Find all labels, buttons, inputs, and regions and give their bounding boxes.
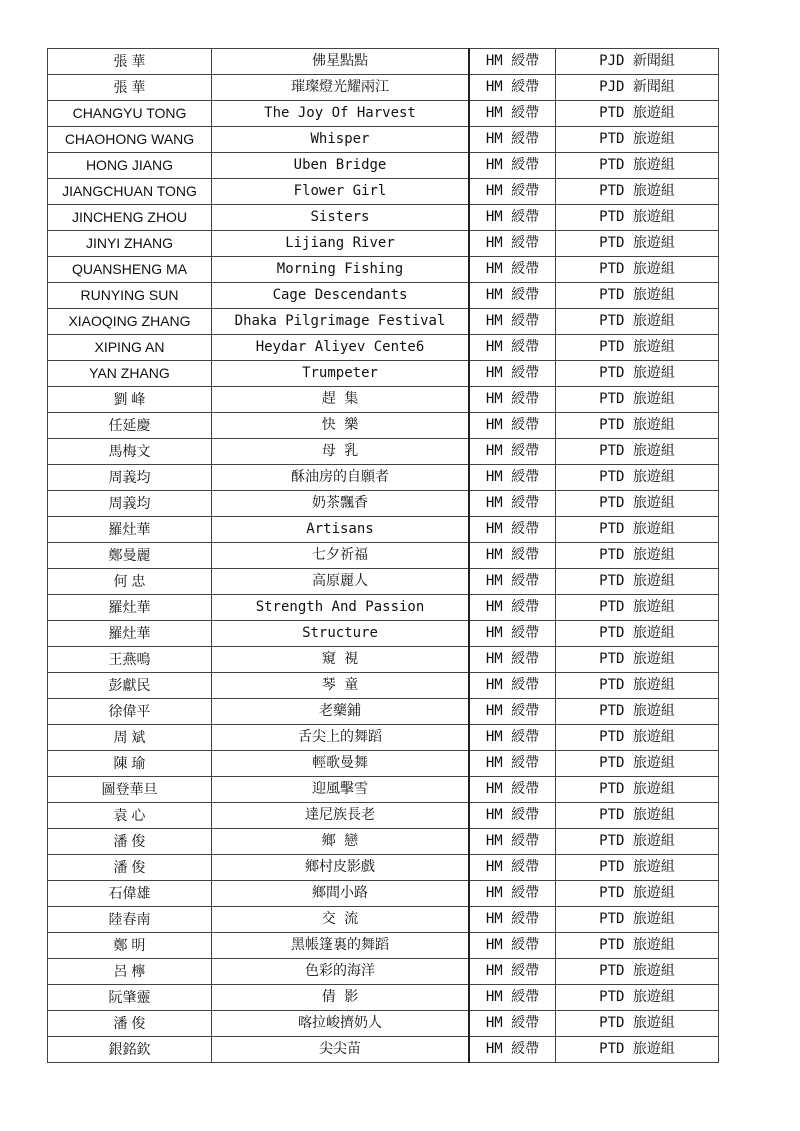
award-cell: HM 綬帶: [469, 907, 556, 933]
title-cell: 母 乳: [212, 439, 470, 465]
award-cell: HM 綬帶: [469, 179, 556, 205]
award-cell: HM 綬帶: [469, 49, 556, 75]
group-cell: PJD 新聞組: [556, 75, 719, 101]
award-cell: HM 綬帶: [469, 543, 556, 569]
table-row: [48, 543, 719, 569]
award-cell: HM 綬帶: [469, 205, 556, 231]
award-cell: HM 綬帶: [469, 335, 556, 361]
title-cell: 窺 視: [212, 647, 470, 673]
author-cell: 羅灶華: [48, 595, 212, 621]
group-cell: PTD 旅遊組: [556, 127, 719, 153]
table-row: [48, 335, 719, 361]
award-cell: HM 綬帶: [469, 413, 556, 439]
title-cell: Lijiang River: [212, 231, 470, 257]
award-cell: HM 綬帶: [469, 829, 556, 855]
table-row: [48, 205, 719, 231]
award-cell: HM 綬帶: [469, 959, 556, 985]
award-cell: HM 綬帶: [469, 517, 556, 543]
author-cell: CHAOHONG WANG: [48, 127, 212, 153]
group-cell: PTD 旅遊組: [556, 257, 719, 283]
author-cell: 阮肇靈: [48, 985, 212, 1011]
table-row: [48, 309, 719, 335]
author-cell: 彭獻民: [48, 673, 212, 699]
table-row: [48, 725, 719, 751]
results-table: [47, 48, 719, 1063]
award-cell: HM 綬帶: [469, 1011, 556, 1037]
table-row: [48, 439, 719, 465]
title-cell: Artisans: [212, 517, 470, 543]
award-cell: HM 綬帶: [469, 569, 556, 595]
table-row: [48, 595, 719, 621]
table-row: [48, 413, 719, 439]
title-cell: 佛星點點: [212, 49, 470, 75]
table-row: [48, 777, 719, 803]
title-cell: 老藥鋪: [212, 699, 470, 725]
table-row: [48, 49, 719, 75]
author-cell: 銀銘欽: [48, 1037, 212, 1063]
award-cell: HM 綬帶: [469, 361, 556, 387]
group-cell: PTD 旅遊組: [556, 153, 719, 179]
results-table-body: [48, 49, 719, 1063]
title-cell: Structure: [212, 621, 470, 647]
award-cell: HM 綬帶: [469, 933, 556, 959]
title-cell: Dhaka Pilgrimage Festival: [212, 309, 470, 335]
table-row: [48, 985, 719, 1011]
group-cell: PTD 旅遊組: [556, 933, 719, 959]
group-cell: PTD 旅遊組: [556, 985, 719, 1011]
title-cell: 琴 童: [212, 673, 470, 699]
author-cell: 何 忠: [48, 569, 212, 595]
group-cell: PTD 旅遊組: [556, 777, 719, 803]
author-cell: 王燕鳴: [48, 647, 212, 673]
author-cell: 袁 心: [48, 803, 212, 829]
title-cell: 鄉 戀: [212, 829, 470, 855]
author-cell: 羅灶華: [48, 621, 212, 647]
title-cell: Heydar Aliyev Cente6: [212, 335, 470, 361]
award-cell: HM 綬帶: [469, 985, 556, 1011]
title-cell: 交 流: [212, 907, 470, 933]
author-cell: 圖登華旦: [48, 777, 212, 803]
award-cell: HM 綬帶: [469, 387, 556, 413]
award-cell: HM 綬帶: [469, 101, 556, 127]
table-row: [48, 75, 719, 101]
title-cell: 快 樂: [212, 413, 470, 439]
author-cell: JINYI ZHANG: [48, 231, 212, 257]
author-cell: YAN ZHANG: [48, 361, 212, 387]
table-row: [48, 959, 719, 985]
table-row: [48, 647, 719, 673]
award-cell: HM 綬帶: [469, 231, 556, 257]
award-cell: HM 綬帶: [469, 777, 556, 803]
group-cell: PTD 旅遊組: [556, 413, 719, 439]
title-cell: 高原麗人: [212, 569, 470, 595]
table-row: [48, 101, 719, 127]
title-cell: 奶茶飄香: [212, 491, 470, 517]
author-cell: XIPING AN: [48, 335, 212, 361]
table-row: [48, 517, 719, 543]
table-row: [48, 465, 719, 491]
author-cell: 潘 俊: [48, 829, 212, 855]
author-cell: HONG JIANG: [48, 153, 212, 179]
author-cell: 羅灶華: [48, 517, 212, 543]
author-cell: 鄭 明: [48, 933, 212, 959]
table-row: [48, 933, 719, 959]
group-cell: PTD 旅遊組: [556, 387, 719, 413]
group-cell: PTD 旅遊組: [556, 179, 719, 205]
group-cell: PTD 旅遊組: [556, 803, 719, 829]
award-cell: HM 綬帶: [469, 1037, 556, 1063]
table-row: [48, 153, 719, 179]
group-cell: PTD 旅遊組: [556, 907, 719, 933]
award-cell: HM 綬帶: [469, 803, 556, 829]
title-cell: Trumpeter: [212, 361, 470, 387]
author-cell: 任延慶: [48, 413, 212, 439]
title-cell: 璀璨燈光耀兩江: [212, 75, 470, 101]
group-cell: PTD 旅遊組: [556, 517, 719, 543]
author-cell: CHANGYU TONG: [48, 101, 212, 127]
author-cell: 潘 俊: [48, 1011, 212, 1037]
table-row: [48, 387, 719, 413]
title-cell: 趕 集: [212, 387, 470, 413]
title-cell: 達尼族長老: [212, 803, 470, 829]
award-cell: HM 綬帶: [469, 699, 556, 725]
group-cell: PTD 旅遊組: [556, 205, 719, 231]
group-cell: PTD 旅遊組: [556, 335, 719, 361]
author-cell: JINCHENG ZHOU: [48, 205, 212, 231]
title-cell: Strength And Passion: [212, 595, 470, 621]
table-row: [48, 179, 719, 205]
author-cell: 徐偉平: [48, 699, 212, 725]
table-row: [48, 829, 719, 855]
table-row: [48, 127, 719, 153]
award-cell: HM 綬帶: [469, 153, 556, 179]
title-cell: Whisper: [212, 127, 470, 153]
award-cell: HM 綬帶: [469, 491, 556, 517]
award-cell: HM 綬帶: [469, 881, 556, 907]
author-cell: 陸春南: [48, 907, 212, 933]
award-cell: HM 綬帶: [469, 595, 556, 621]
title-cell: 尖尖苗: [212, 1037, 470, 1063]
group-cell: PTD 旅遊組: [556, 309, 719, 335]
group-cell: PTD 旅遊組: [556, 569, 719, 595]
group-cell: PTD 旅遊組: [556, 1037, 719, 1063]
group-cell: PTD 旅遊組: [556, 881, 719, 907]
group-cell: PTD 旅遊組: [556, 361, 719, 387]
author-cell: 鄭曼麗: [48, 543, 212, 569]
title-cell: Cage Descendants: [212, 283, 470, 309]
award-cell: HM 綬帶: [469, 257, 556, 283]
author-cell: 石偉雄: [48, 881, 212, 907]
author-cell: QUANSHENG MA: [48, 257, 212, 283]
title-cell: 酥油房的自願者: [212, 465, 470, 491]
author-cell: 陳 瑜: [48, 751, 212, 777]
group-cell: PTD 旅遊組: [556, 621, 719, 647]
award-cell: HM 綬帶: [469, 309, 556, 335]
author-cell: 劉 峰: [48, 387, 212, 413]
award-cell: HM 綬帶: [469, 75, 556, 101]
table-row: [48, 621, 719, 647]
award-cell: HM 綬帶: [469, 621, 556, 647]
award-cell: HM 綬帶: [469, 465, 556, 491]
award-cell: HM 綬帶: [469, 855, 556, 881]
group-cell: PTD 旅遊組: [556, 439, 719, 465]
author-cell: RUNYING SUN: [48, 283, 212, 309]
table-row: [48, 673, 719, 699]
table-row: [48, 881, 719, 907]
table-row: [48, 1011, 719, 1037]
author-cell: XIAOQING ZHANG: [48, 309, 212, 335]
award-cell: HM 綬帶: [469, 673, 556, 699]
group-cell: PJD 新聞組: [556, 49, 719, 75]
award-cell: HM 綬帶: [469, 725, 556, 751]
title-cell: Uben Bridge: [212, 153, 470, 179]
group-cell: PTD 旅遊組: [556, 673, 719, 699]
table-row: [48, 751, 719, 777]
title-cell: Flower Girl: [212, 179, 470, 205]
title-cell: The Joy Of Harvest: [212, 101, 470, 127]
title-cell: 鄉村皮影戲: [212, 855, 470, 881]
group-cell: PTD 旅遊組: [556, 855, 719, 881]
award-cell: HM 綬帶: [469, 439, 556, 465]
table-row: [48, 231, 719, 257]
title-cell: 倩 影: [212, 985, 470, 1011]
table-row: [48, 1037, 719, 1063]
table-row: [48, 699, 719, 725]
title-cell: 輕歌曼舞: [212, 751, 470, 777]
title-cell: 喀拉峻擠奶人: [212, 1011, 470, 1037]
author-cell: 周 斌: [48, 725, 212, 751]
author-cell: 潘 俊: [48, 855, 212, 881]
group-cell: PTD 旅遊組: [556, 283, 719, 309]
group-cell: PTD 旅遊組: [556, 647, 719, 673]
author-cell: 周義均: [48, 465, 212, 491]
group-cell: PTD 旅遊組: [556, 543, 719, 569]
author-cell: 張 華: [48, 49, 212, 75]
author-cell: JIANGCHUAN TONG: [48, 179, 212, 205]
group-cell: PTD 旅遊組: [556, 231, 719, 257]
group-cell: PTD 旅遊組: [556, 725, 719, 751]
table-row: [48, 855, 719, 881]
title-cell: 色彩的海洋: [212, 959, 470, 985]
table-row: [48, 491, 719, 517]
author-cell: 馬梅文: [48, 439, 212, 465]
table-row: [48, 283, 719, 309]
author-cell: 呂 檸: [48, 959, 212, 985]
group-cell: PTD 旅遊組: [556, 959, 719, 985]
author-cell: 周義均: [48, 491, 212, 517]
group-cell: PTD 旅遊組: [556, 699, 719, 725]
award-cell: HM 綬帶: [469, 647, 556, 673]
table-row: [48, 361, 719, 387]
award-cell: HM 綬帶: [469, 283, 556, 309]
award-cell: HM 綬帶: [469, 751, 556, 777]
title-cell: Morning Fishing: [212, 257, 470, 283]
group-cell: PTD 旅遊組: [556, 751, 719, 777]
title-cell: 舌尖上的舞蹈: [212, 725, 470, 751]
title-cell: Sisters: [212, 205, 470, 231]
group-cell: PTD 旅遊組: [556, 829, 719, 855]
table-row: [48, 907, 719, 933]
title-cell: 迎風擊雪: [212, 777, 470, 803]
title-cell: 七夕祈福: [212, 543, 470, 569]
title-cell: 鄉間小路: [212, 881, 470, 907]
group-cell: PTD 旅遊組: [556, 491, 719, 517]
group-cell: PTD 旅遊組: [556, 595, 719, 621]
title-cell: 黑帳篷裏的舞蹈: [212, 933, 470, 959]
group-cell: PTD 旅遊組: [556, 1011, 719, 1037]
table-row: [48, 803, 719, 829]
author-cell: 張 華: [48, 75, 212, 101]
table-row: [48, 569, 719, 595]
group-cell: PTD 旅遊組: [556, 465, 719, 491]
award-cell: HM 綬帶: [469, 127, 556, 153]
group-cell: PTD 旅遊組: [556, 101, 719, 127]
table-row: [48, 257, 719, 283]
